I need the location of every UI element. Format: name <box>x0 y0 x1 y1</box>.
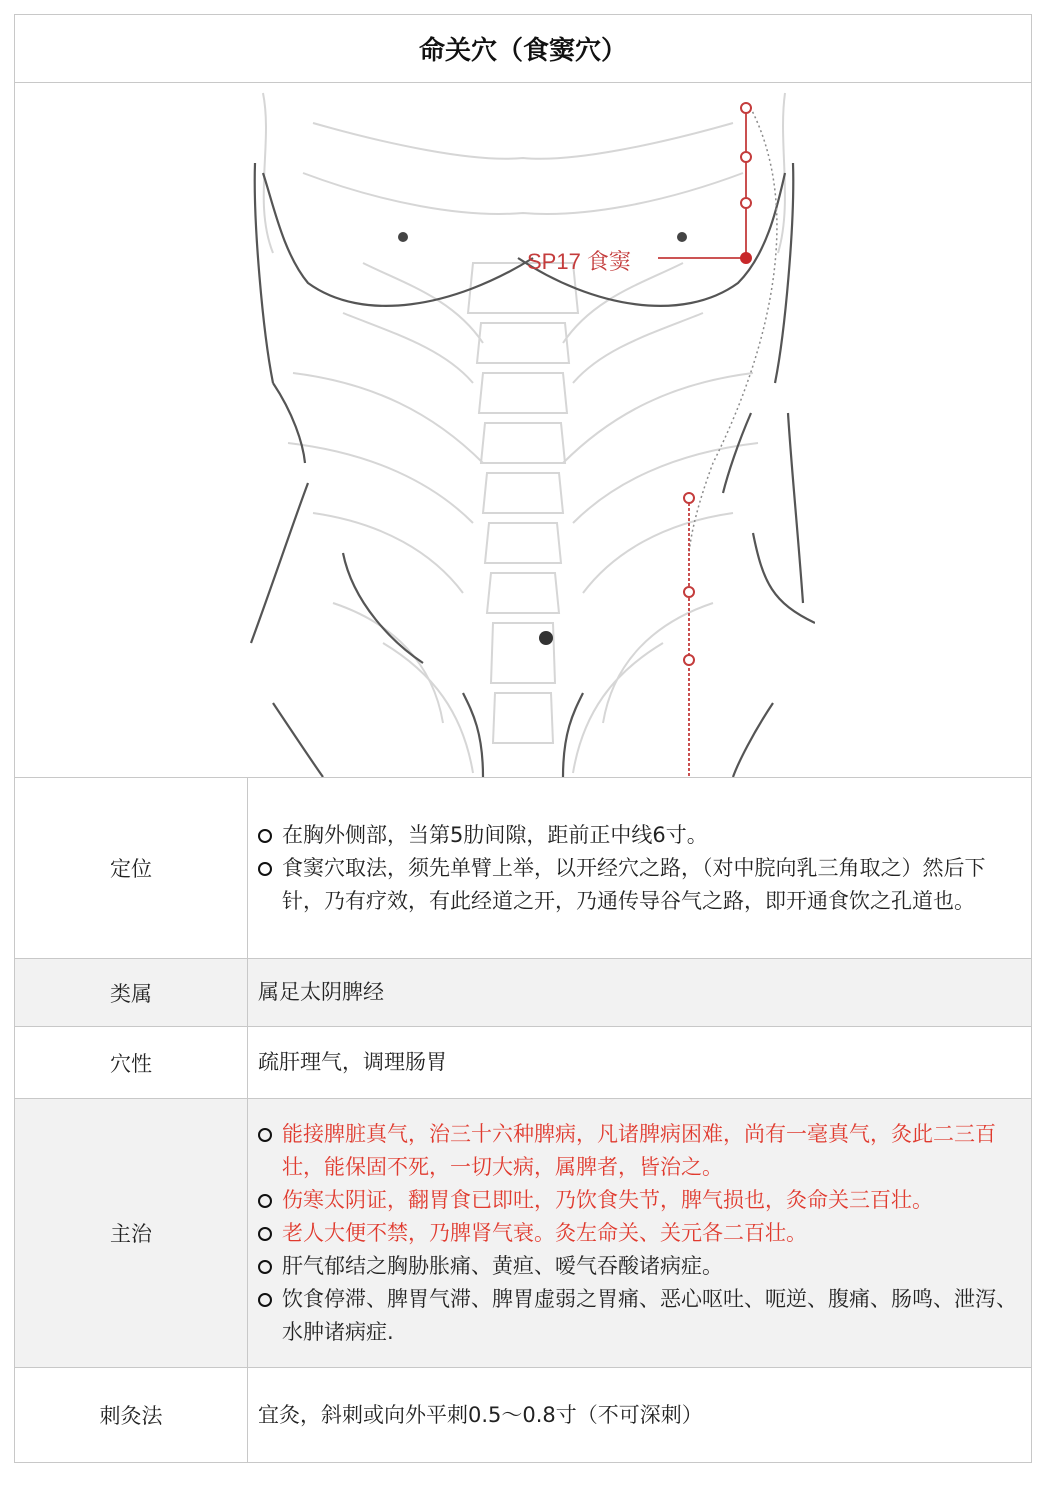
acupoint-marker <box>684 655 694 665</box>
row-label: 刺灸法 <box>15 1368 248 1462</box>
list-item: 食窦穴取法，须先单臂上举，以开经穴之路，（对中脘向乳三角取之）然后下针，乃有疗效，有此经道之开，乃通传导谷气之路，即开通食饮之孔道也。 <box>258 852 1021 918</box>
circle-bullet-icon <box>258 1293 272 1307</box>
circle-bullet-icon <box>258 829 272 843</box>
sp17-point <box>740 252 752 264</box>
row-content: 疏肝理气，调理肠胃 <box>258 1050 447 1074</box>
row-property <box>14 1027 1032 1099</box>
list-item: 老人大便不禁，乃脾肾气衰。灸左命关、关元各二百壮。 <box>258 1217 1021 1250</box>
acupoint-marker <box>741 152 751 162</box>
circle-bullet-icon <box>258 862 272 876</box>
circle-bullet-icon <box>258 1194 272 1208</box>
list-item: 肝气郁结之胸胁胀痛、黄疸、嗳气吞酸诸病症。 <box>258 1250 1021 1283</box>
torso-diagram <box>233 83 815 777</box>
circle-bullet-icon <box>258 1227 272 1241</box>
row-label: 类属 <box>15 959 248 1026</box>
row-needling <box>14 1368 1032 1463</box>
sp17-label: SP17 食窦 <box>527 249 631 274</box>
list-item: 饮食停滞、脾胃气滞、脾胃虚弱之胃痛、恶心呕吐、呃逆、腹痛、肠鸣、泄泻、水肿诸病症. <box>258 1283 1021 1349</box>
list-item: 在胸外侧部，当第5肋间隙，距前正中线6寸。 <box>258 819 1021 852</box>
nipple-left <box>398 232 408 242</box>
navel <box>539 631 553 645</box>
row-content <box>248 1099 1031 1367</box>
list-item: 能接脾脏真气，治三十六种脾病，凡诸脾病困难，尚有一毫真气，灸此二三百壮，能保固不死，一切大病，属脾者，皆治之。 <box>258 1118 1021 1184</box>
acupoint-marker <box>684 587 694 597</box>
row-location <box>14 778 1032 959</box>
acupoint-marker <box>741 103 751 113</box>
row-label: 穴性 <box>15 1027 248 1098</box>
row-label: 定位 <box>15 778 248 958</box>
row-category <box>14 959 1032 1027</box>
circle-bullet-icon <box>258 1260 272 1274</box>
row-content: 宜灸，斜刺或向外平刺0.5～0.8寸（不可深刺） <box>258 1402 703 1427</box>
acupoint-marker <box>741 198 751 208</box>
list-item: 伤寒太阴证，翻胃食已即吐，乃饮食失节，脾气损也，灸命关三百壮。 <box>258 1184 1021 1217</box>
circle-bullet-icon <box>258 1128 272 1142</box>
row-content <box>248 778 1031 958</box>
meridian-dotted-line <box>689 103 777 553</box>
acupoint-table <box>14 14 1032 1463</box>
page-title: 命关穴（食窦穴） <box>14 15 1032 83</box>
nipple-right <box>677 232 687 242</box>
row-indications <box>14 1099 1032 1368</box>
row-content: 属足太阴脾经 <box>258 980 384 1004</box>
anatomy-figure <box>14 83 1032 778</box>
row-label: 主治 <box>15 1099 248 1367</box>
acupoint-marker <box>684 493 694 503</box>
